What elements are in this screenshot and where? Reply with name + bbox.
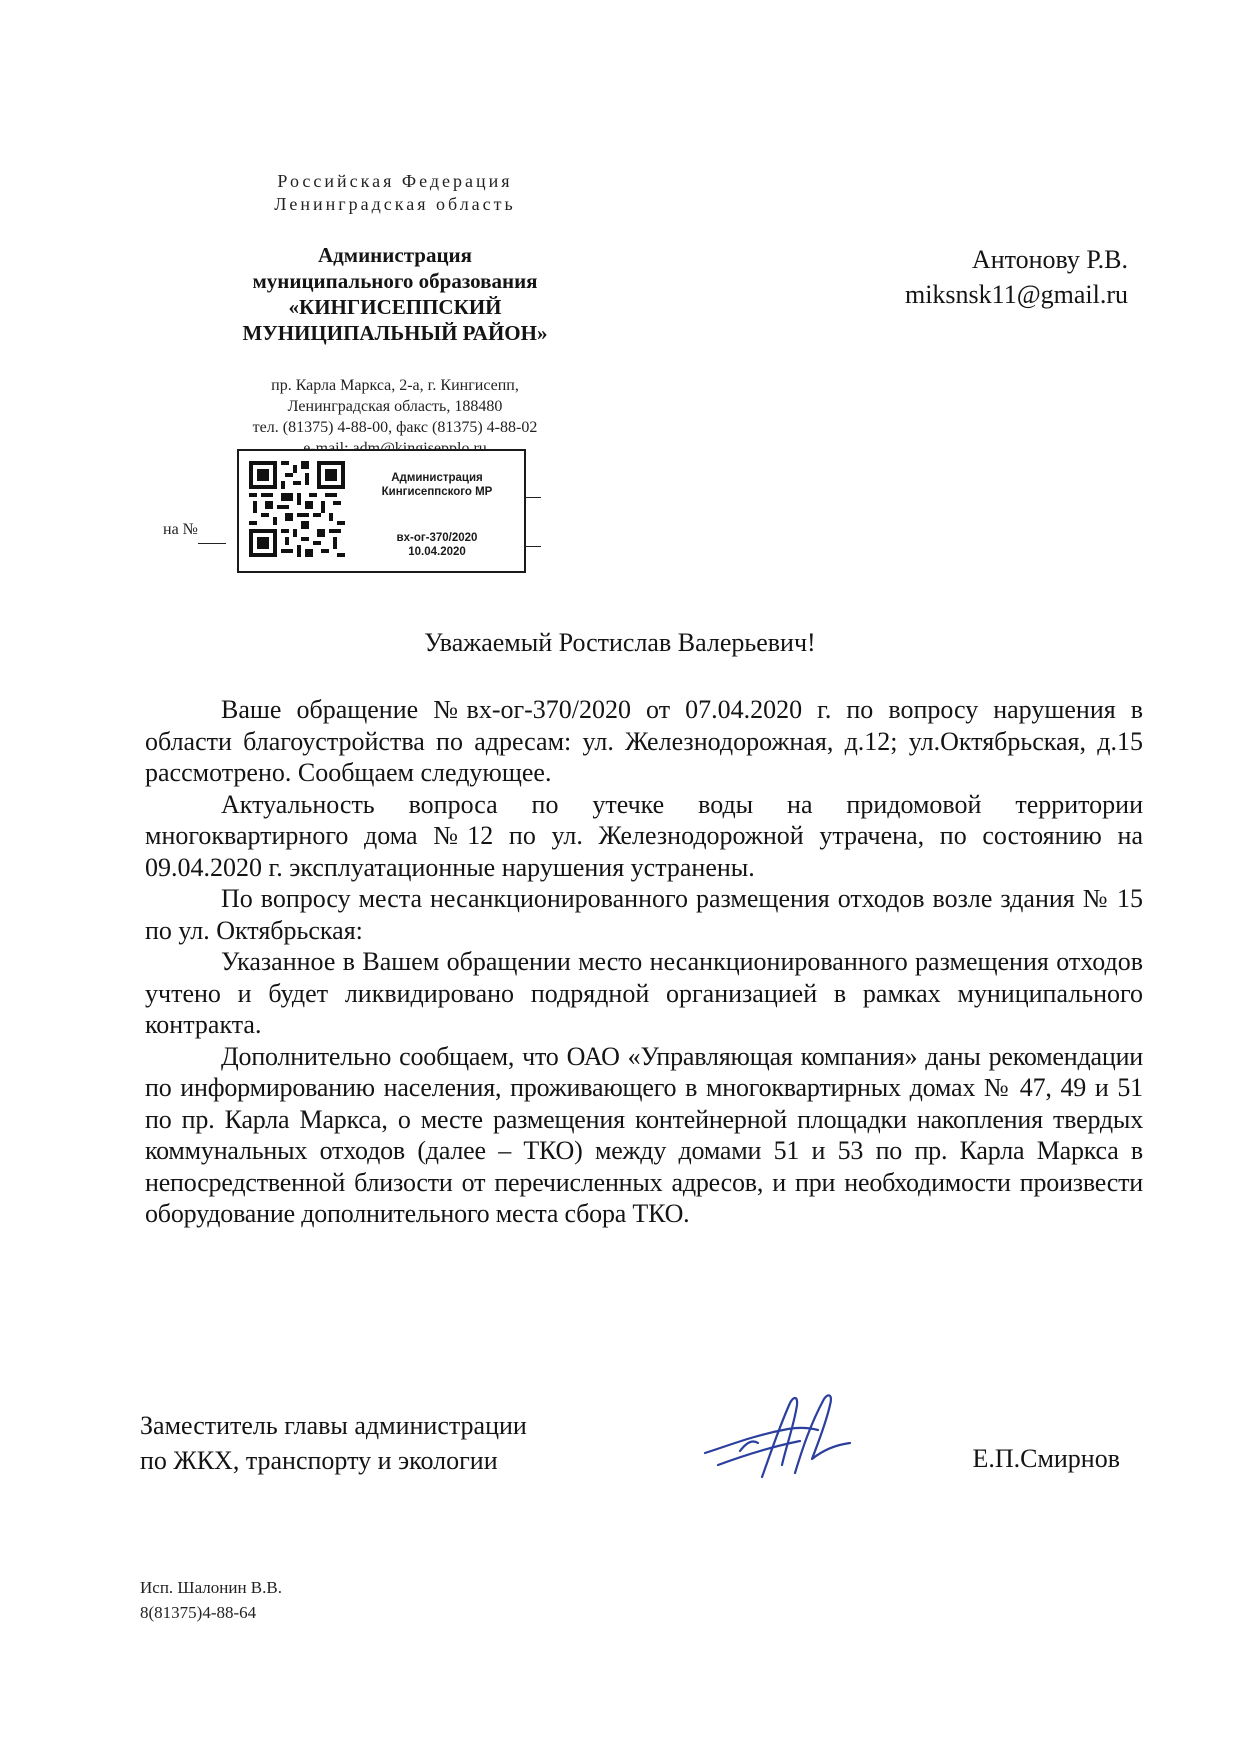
- stamp-registration: [357, 531, 517, 559]
- qr-code-icon: [249, 461, 345, 557]
- stamp-divider: [525, 546, 541, 547]
- salutation: Уважаемый Ростислав Валерьевич!: [424, 628, 816, 657]
- addressee-block: [905, 242, 1128, 312]
- body-paragraph: Актуальность вопроса по утечке воды на придомовой территории многоквартирного дома №12 по ул. Железнодорожной утрачена, по состоянию на 09.04.2020 г. эксплуатационные нарушения устранены.: [145, 789, 1143, 882]
- signatory-position: [140, 1408, 527, 1478]
- body-paragraph: По вопросу места несанкционированного размещения отходов возле здания № 15 по ул. Октябрьская:: [145, 884, 1143, 945]
- address-line: тел. (81375) 4-88-00, факс (81375) 4-88-02: [252, 419, 538, 436]
- org-line: «КИНГИСЕППСКИЙ: [288, 295, 502, 319]
- reference-line: [198, 543, 226, 544]
- handwritten-signature-icon: [700, 1385, 860, 1485]
- organization-name: [150, 242, 640, 346]
- executor-name: Исп. Шалонин В.В.: [140, 1578, 282, 1597]
- country-header: [150, 170, 640, 216]
- reference-label: на №: [163, 521, 198, 538]
- stamp-reg-date: 10.04.2020: [408, 546, 466, 558]
- stamp-org-line: Кингисеппского МР: [381, 486, 493, 498]
- organization-address: [150, 375, 640, 459]
- address-line: пр. Карла Маркса, 2-а, г. Кингисепп,: [271, 377, 519, 394]
- stamp-reg-number: вх-ог-370/2020: [396, 532, 478, 544]
- stamp-organization: [357, 471, 517, 499]
- executor-block: [140, 1575, 282, 1625]
- org-line: МУНИЦИПАЛЬНЫЙ РАЙОН»: [242, 321, 548, 345]
- stamp-org-line: Администрация: [391, 472, 483, 484]
- position-line: по ЖКХ, транспорту и экологии: [140, 1446, 498, 1475]
- region-name: Ленинградская область: [274, 194, 516, 214]
- registration-stamp: [237, 449, 526, 573]
- address-line: Ленинградская область, 188480: [287, 398, 503, 415]
- org-line: муниципального образования: [252, 269, 538, 293]
- country-name: Российская Федерация: [277, 171, 513, 191]
- executor-phone: 8(81375)4-88-64: [140, 1603, 257, 1622]
- body-paragraph: Указанное в Вашем обращении место несанкционированного размещения отходов учтено и будет ликвидировано подрядной организацией в рамках муниципального контракта.: [145, 947, 1143, 1039]
- body-paragraph: Дополнительно сообщаем, что ОАО «Управляющая компания» даны рекомендации по информированию населения, проживающего в многоквартирных домах № 47, 49 и 51 по пр. Карла Маркса, о месте размещения контейнерной площадки накопления твердых коммунальных отходов (далее – ТКО) между домами 51 и 53 по пр. Карла Маркса в непосредственной близости от перечисленных адресов, и при необходимости произвести оборудование дополнительного места сбора ТКО.: [145, 1041, 1143, 1228]
- signatory-name: Е.П.Смирнов: [972, 1444, 1120, 1473]
- position-line: Заместитель главы администрации: [140, 1411, 527, 1440]
- letter-body: [145, 694, 1143, 1230]
- addressee-email: miksnsk11@gmail.ru: [904, 280, 1128, 309]
- addressee-name: Антонову Р.В.: [971, 245, 1128, 274]
- body-paragraph: Ваше обращение №вх-ог-370/2020 от 07.04.2020 г. по вопросу нарушения в области благоустройства по адресам: ул. Железнодорожная, д.12; ул.Октябрьская, д.15 рассмотрено. Сообщаем следующее.: [145, 695, 1143, 787]
- stamp-divider: [525, 497, 541, 498]
- org-line: Администрация: [317, 243, 473, 267]
